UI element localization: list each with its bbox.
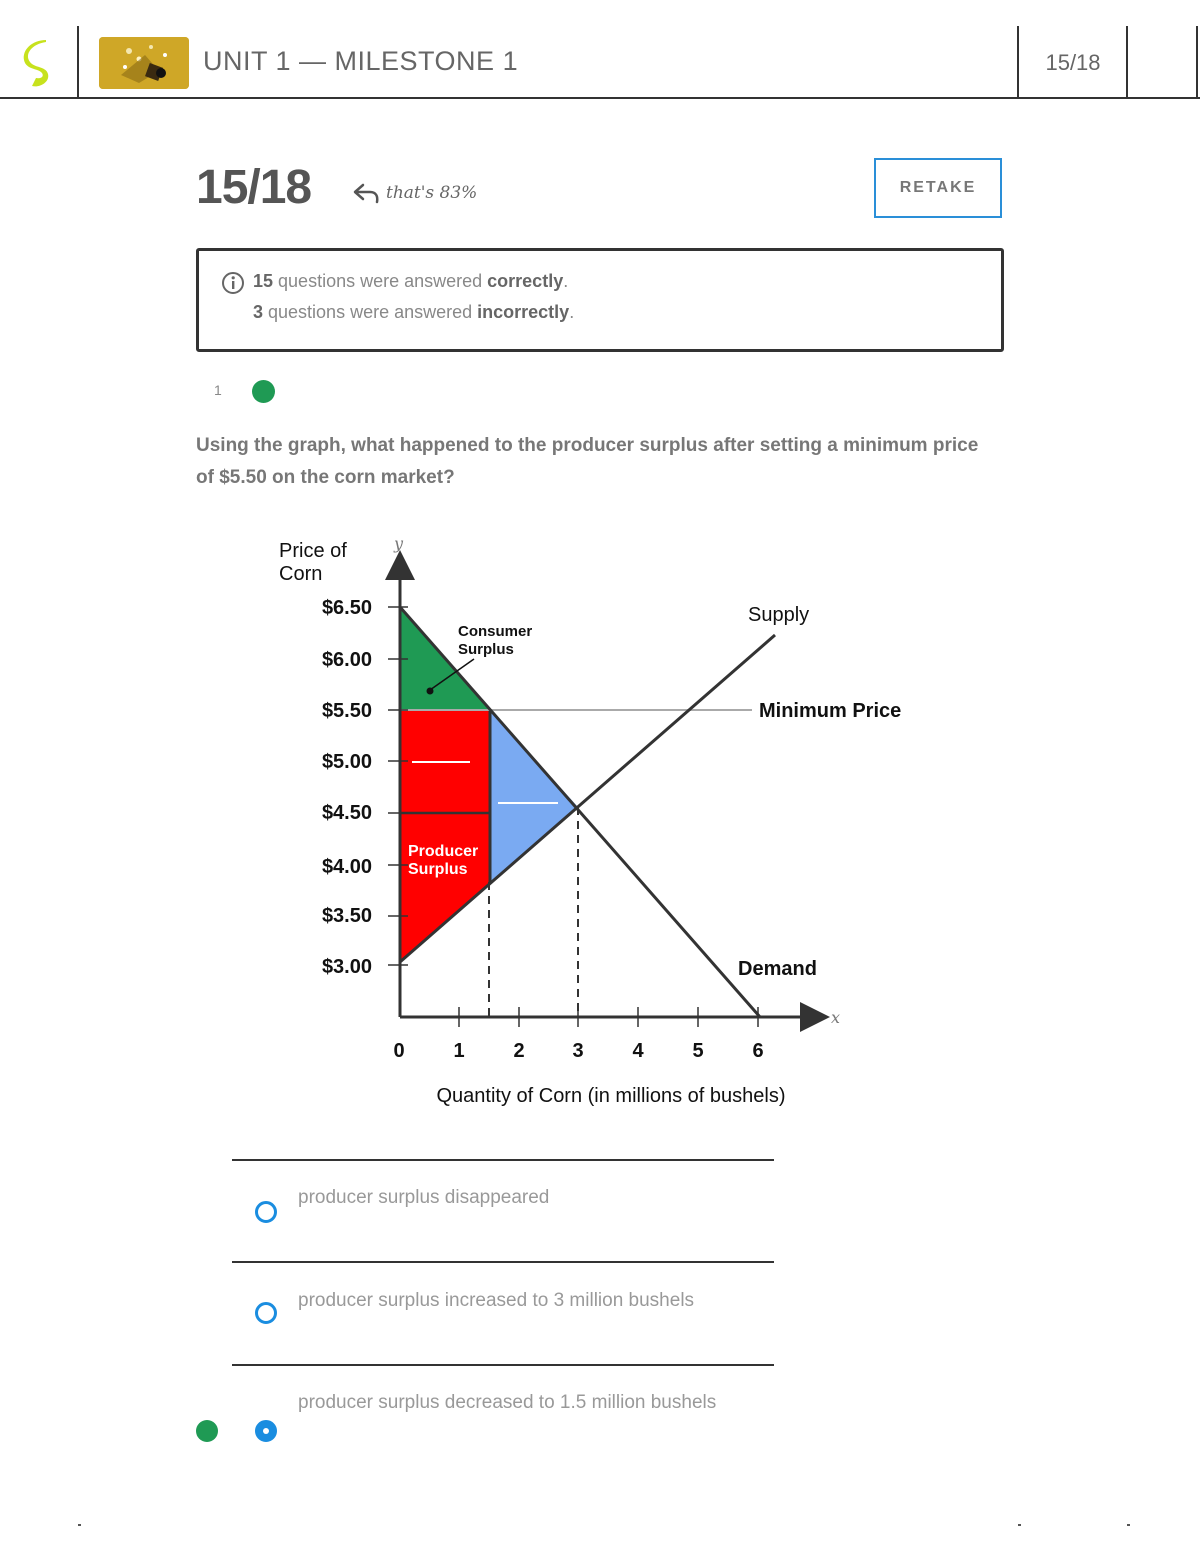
demand-label: Demand	[738, 958, 817, 980]
x-axis-title: Quantity of Corn (in millions of bushels)	[436, 1085, 786, 1107]
header-rule	[0, 97, 1200, 99]
y-tick-label: $5.50	[321, 700, 372, 722]
correct-answer-dot	[196, 1420, 218, 1442]
header-divider	[1196, 26, 1198, 98]
y-axis-title-line2: Corn	[279, 563, 323, 585]
y-tick-label: $6.50	[321, 597, 372, 619]
header-divider	[1126, 26, 1128, 98]
x-tick-label: 3	[572, 1040, 584, 1062]
x-tick-label: 0	[393, 1040, 405, 1062]
option-1-radio[interactable]	[255, 1201, 277, 1223]
option-3-radio[interactable]	[255, 1420, 277, 1442]
header-divider	[1017, 26, 1019, 98]
curved-arrow-icon	[352, 182, 380, 204]
option-divider	[232, 1159, 774, 1161]
x-tick-label: 2	[513, 1040, 525, 1062]
y-tick-label: $4.50	[321, 802, 372, 824]
minimum-price-label: Minimum Price	[759, 700, 902, 722]
option-2-text[interactable]: producer surplus increased to 3 million bushels	[298, 1290, 695, 1311]
unit-title: UNIT 1 — MILESTONE 1	[203, 46, 519, 76]
producer-surplus-label: Surplus	[408, 861, 468, 878]
supply-label: Supply	[748, 604, 810, 626]
percent-text: that's 83%	[386, 183, 478, 203]
footer-dot	[1127, 1524, 1130, 1526]
x-tick-label: 5	[692, 1040, 704, 1062]
y-axis-variable: y	[394, 534, 404, 553]
header-divider	[77, 26, 79, 98]
producer-surplus-label: Producer	[408, 843, 479, 860]
option-1-text[interactable]: producer surplus disappeared	[298, 1187, 550, 1208]
top-bar	[0, 0, 1200, 100]
footer-dot	[78, 1524, 81, 1526]
x-tick-label: 6	[752, 1040, 764, 1062]
header-score: 15/18	[1045, 50, 1101, 75]
option-3-text[interactable]: producer surplus decreased to 1.5 million bushels	[298, 1392, 717, 1413]
percent-note	[352, 182, 477, 204]
y-tick-label: $6.00	[321, 649, 372, 671]
y-axis-title-line1: Price of	[279, 540, 347, 562]
y-tick-label: $5.00	[321, 751, 372, 773]
score-value: 15/18	[196, 161, 312, 214]
x-tick-label: 4	[632, 1040, 644, 1062]
incorrect-summary: 3 questions were answered incorrectly.	[253, 302, 575, 322]
x-tick-label: 1	[453, 1040, 465, 1062]
y-tick-label: $3.50	[321, 905, 372, 927]
retake-button[interactable]: RETAKE	[874, 158, 1002, 218]
consumer-surplus-label: Surplus	[458, 641, 514, 658]
consumer-surplus-label: Consumer	[458, 623, 533, 640]
option-divider	[232, 1261, 774, 1263]
question-text: Using the graph, what happened to the producer surplus after setting a minimum price of $5.50 on the corn market?	[196, 435, 979, 488]
y-tick-label: $3.00	[321, 956, 372, 978]
correct-summary: 15 questions were answered correctly.	[253, 271, 569, 291]
unit-thumbnail	[99, 37, 189, 89]
footer-dot	[1018, 1524, 1021, 1526]
y-tick-label: $4.00	[321, 856, 372, 878]
question-number: 1	[214, 382, 222, 398]
correct-status-dot	[252, 380, 275, 403]
info-icon	[221, 271, 245, 295]
surplus-graph	[260, 525, 940, 1125]
results-summary	[196, 248, 1004, 352]
sophia-logo-icon[interactable]	[18, 38, 60, 90]
x-axis-variable: x	[831, 1008, 841, 1027]
option-divider	[232, 1364, 774, 1366]
option-2-radio[interactable]	[255, 1302, 277, 1324]
